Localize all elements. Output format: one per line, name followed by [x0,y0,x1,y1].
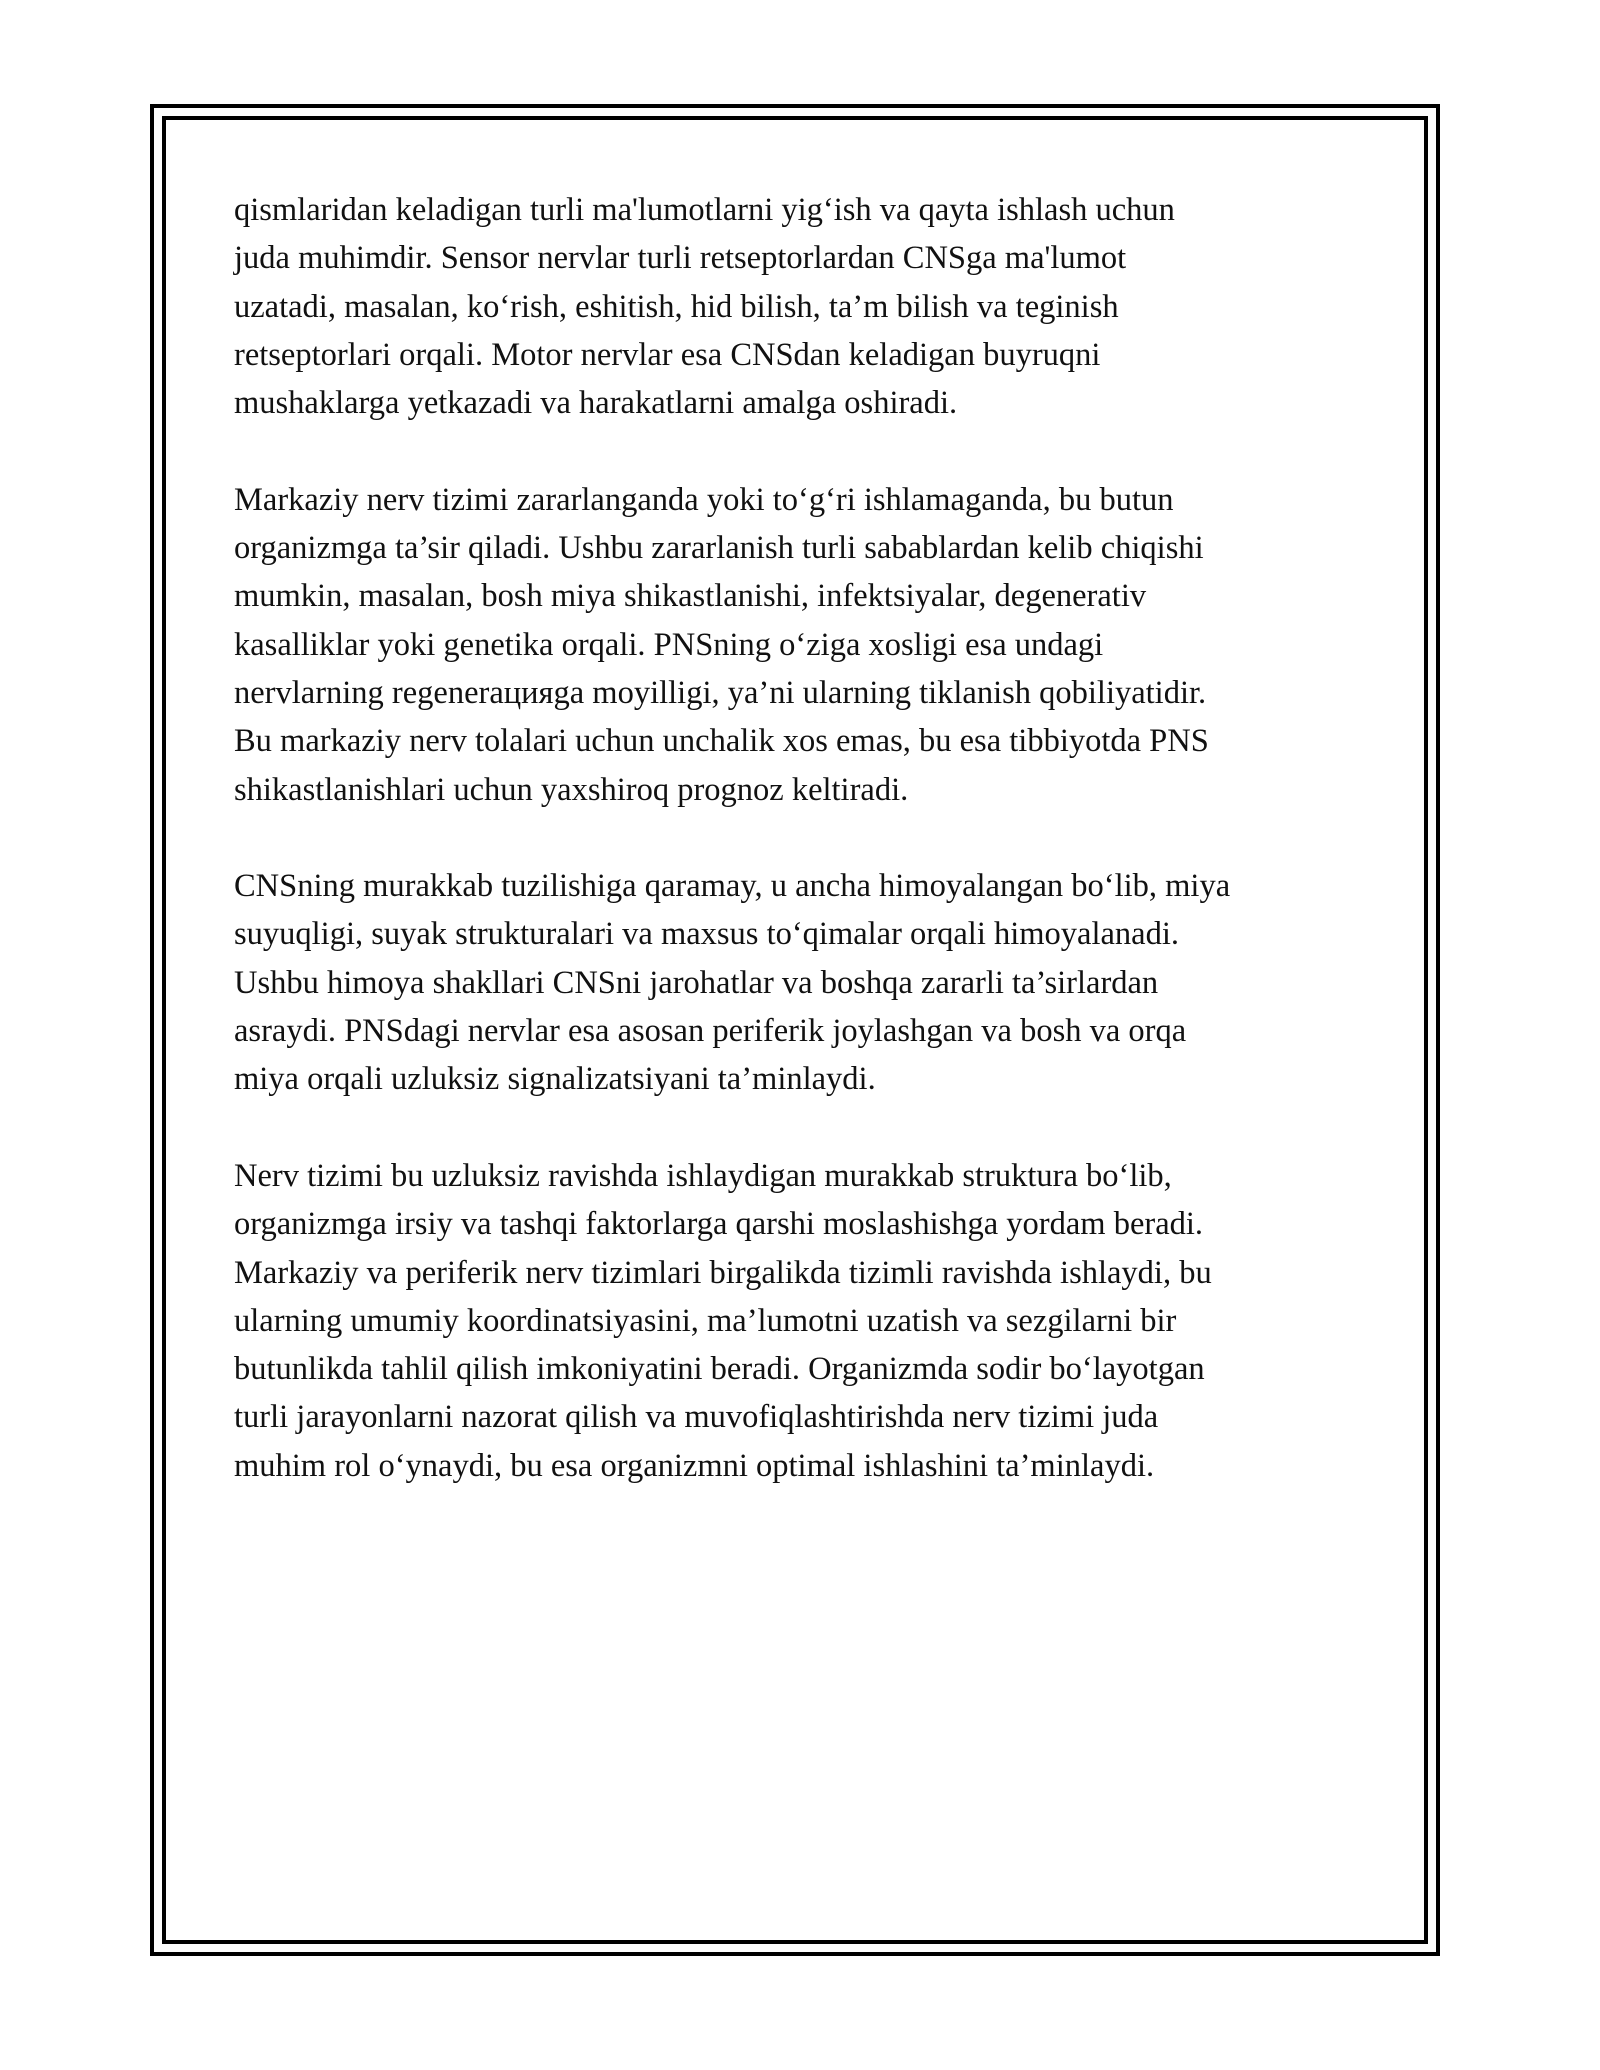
text-line: uzatadi, masalan, ko‘rish, eshitish, hid bilish, ta’m bilish va teginish [234,288,1119,325]
paragraph-4 [234,1152,1364,1490]
text-line: asraydi. PNSdagi nervlar esa asosan periferik joylashgan va bosh va orqa [234,1013,1187,1050]
text-line: Nerv tizimi bu uzluksiz ravishda ishlaydigan murakkab struktura bo‘lib, [234,1157,1172,1194]
text-line: organizmga irsiy va tashqi faktorlarga qarshi moslashishga yordam beradi. [234,1206,1204,1243]
text-line: juda muhimdir. Sensor nervlar turli retseptorlardan CNSga ma'lumot [234,240,1127,277]
text-line: kasalliklar yoki genetika orqali. PNSning o‘ziga xosligi esa undagi [234,626,1104,663]
text-line: retseptorlari orqali. Motor nervlar esa CNSdan keladigan buyruqni [234,336,1101,373]
text-line: ularning umumiy koordinatsiyasini, ma’lumotni uzatish va sezgilarni bir [234,1302,1177,1339]
text-line: mushaklarga yetkazadi va harakatlarni amalga oshiradi. [234,385,958,422]
text-line: Markaziy nerv tizimi zararlanganda yoki to‘g‘ri ishlamaganda, bu butun [234,481,1174,518]
document-body [234,186,1364,1538]
text-line: suyuqligi, suyak strukturalari va maxsus to‘qimalar orqali himoyalanadi. [234,916,1180,953]
paragraph-3 [234,862,1364,1103]
text-line: muhim rol o‘ynaydi, bu esa organizmni optimal ishlashini ta’minlaydi. [234,1447,1155,1484]
text-line: Bu markaziy nerv tolalari uchun unchalik xos emas, bu esa tibbiyotda PNS [234,723,1209,760]
text-line: Ushbu himoya shakllari CNSni jarohatlar va boshqa zararli ta’sirlardan [234,964,1159,1001]
paragraph-2 [234,476,1364,814]
text-line: organizmga ta’sir qiladi. Ushbu zararlanish turli sabablardan kelib chiqishi [234,530,1204,567]
text-line: shikastlanishlari uchun yaxshiroq prognoz keltiradi. [234,771,909,808]
paragraph-1 [234,186,1364,427]
text-line: CNSning murakkab tuzilishiga qaramay, u ancha himoyalangan bo‘lib, miya [234,868,1231,905]
text-line: qismlaridan keladigan turli ma'lumotlarni yig‘ish va qayta ishlash uchun [234,192,1175,228]
text-line: turli jarayonlarni nazorat qilish va muvofiqlashtirishda nerv tizimi juda [234,1399,1159,1436]
text-line: Markaziy va periferik nerv tizimlari birgalikda tizimli ravishda ishlaydi, bu [234,1254,1212,1291]
text-line: miya orqali uzluksiz signalizatsiyani ta’minlaydi. [234,1061,876,1098]
text-line: mumkin, masalan, bosh miya shikastlanishi, infektsiyalar, degenerativ [234,578,1147,615]
text-line: nervlarning regenerацияga moyilligi, ya’ni ularning tiklanish qobiliyatidir. [234,674,1207,711]
text-line: butunlikda tahlil qilish imkoniyatini beradi. Organizmda sodir bo‘layotgan [234,1351,1205,1388]
